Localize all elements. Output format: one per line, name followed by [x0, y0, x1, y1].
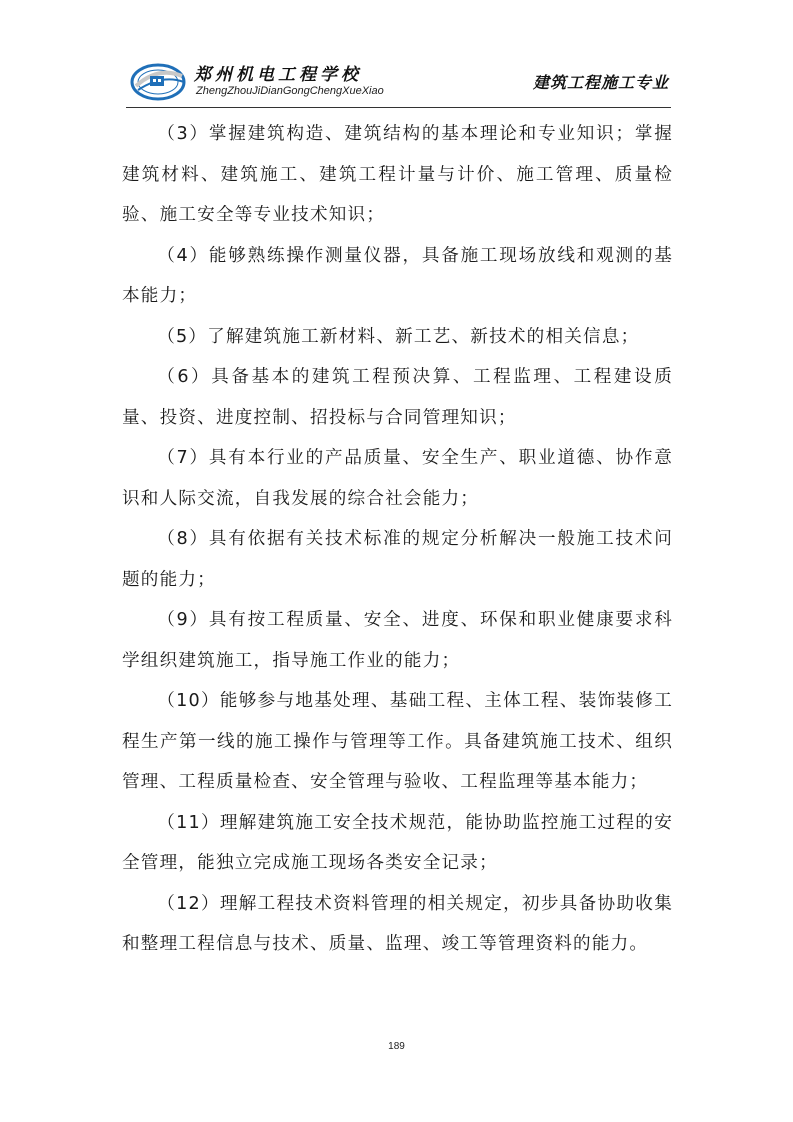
page-number: 189 [388, 1041, 405, 1052]
school-name-cn: 郑州机电工程学校 [194, 65, 362, 85]
paragraph-item: （4）能够熟练操作测量仪器，具备施工现场放线和观测的基本能力； [122, 245, 673, 306]
paragraph-item: （12）理解工程技术资料管理的相关规定，初步具备协助收集和整理工程信息与技术、质量、监理、竣工等管理资料的能力。 [122, 893, 673, 954]
body-content [122, 114, 673, 965]
department-title: 建筑工程施工专业 [532, 73, 669, 92]
paragraph-item: （8）具有依据有关技术标准的规定分析解决一般施工技术问题的能力； [122, 529, 673, 590]
page-header [126, 56, 671, 108]
paragraph-item: （3）掌握建筑构造、建筑结构的基本理论和专业知识；掌握建筑材料、建筑施工、建筑工程计量与计价、施工管理、质量检验、施工安全等专业技术知识； [122, 124, 673, 225]
school-emblem-icon [128, 60, 190, 102]
paragraph-item: （5）了解建筑施工新材料、新工艺、新技术的相关信息； [157, 326, 640, 347]
paragraph-item: （10）能够参与地基处理、基础工程、主体工程、装饰装修工程生产第一线的施工操作与管理等工作。具备建筑施工技术、组织管理、工程质量检查、安全管理与验收、工程监理等基本能力； [122, 691, 673, 792]
paragraph-item: （11）理解建筑施工安全技术规范，能协助监控施工过程的安全管理，能独立完成施工现场各类安全记录； [122, 812, 673, 873]
header-divider [126, 107, 671, 108]
school-name-en: ZhengZhouJiDianGongChengXueXiao [196, 85, 384, 97]
paragraph-item: （7）具有本行业的产品质量、安全生产、职业道德、协作意识和人际交流，自我发展的综合社会能力； [122, 448, 673, 509]
paragraph-item: （9）具有按工程质量、安全、进度、环保和职业健康要求科学组织建筑施工，指导施工作业的能力； [122, 610, 673, 671]
paragraph-item: （6）具备基本的建筑工程预决算、工程监理、工程建设质量、投资、进度控制、招投标与合同管理知识； [122, 367, 673, 428]
